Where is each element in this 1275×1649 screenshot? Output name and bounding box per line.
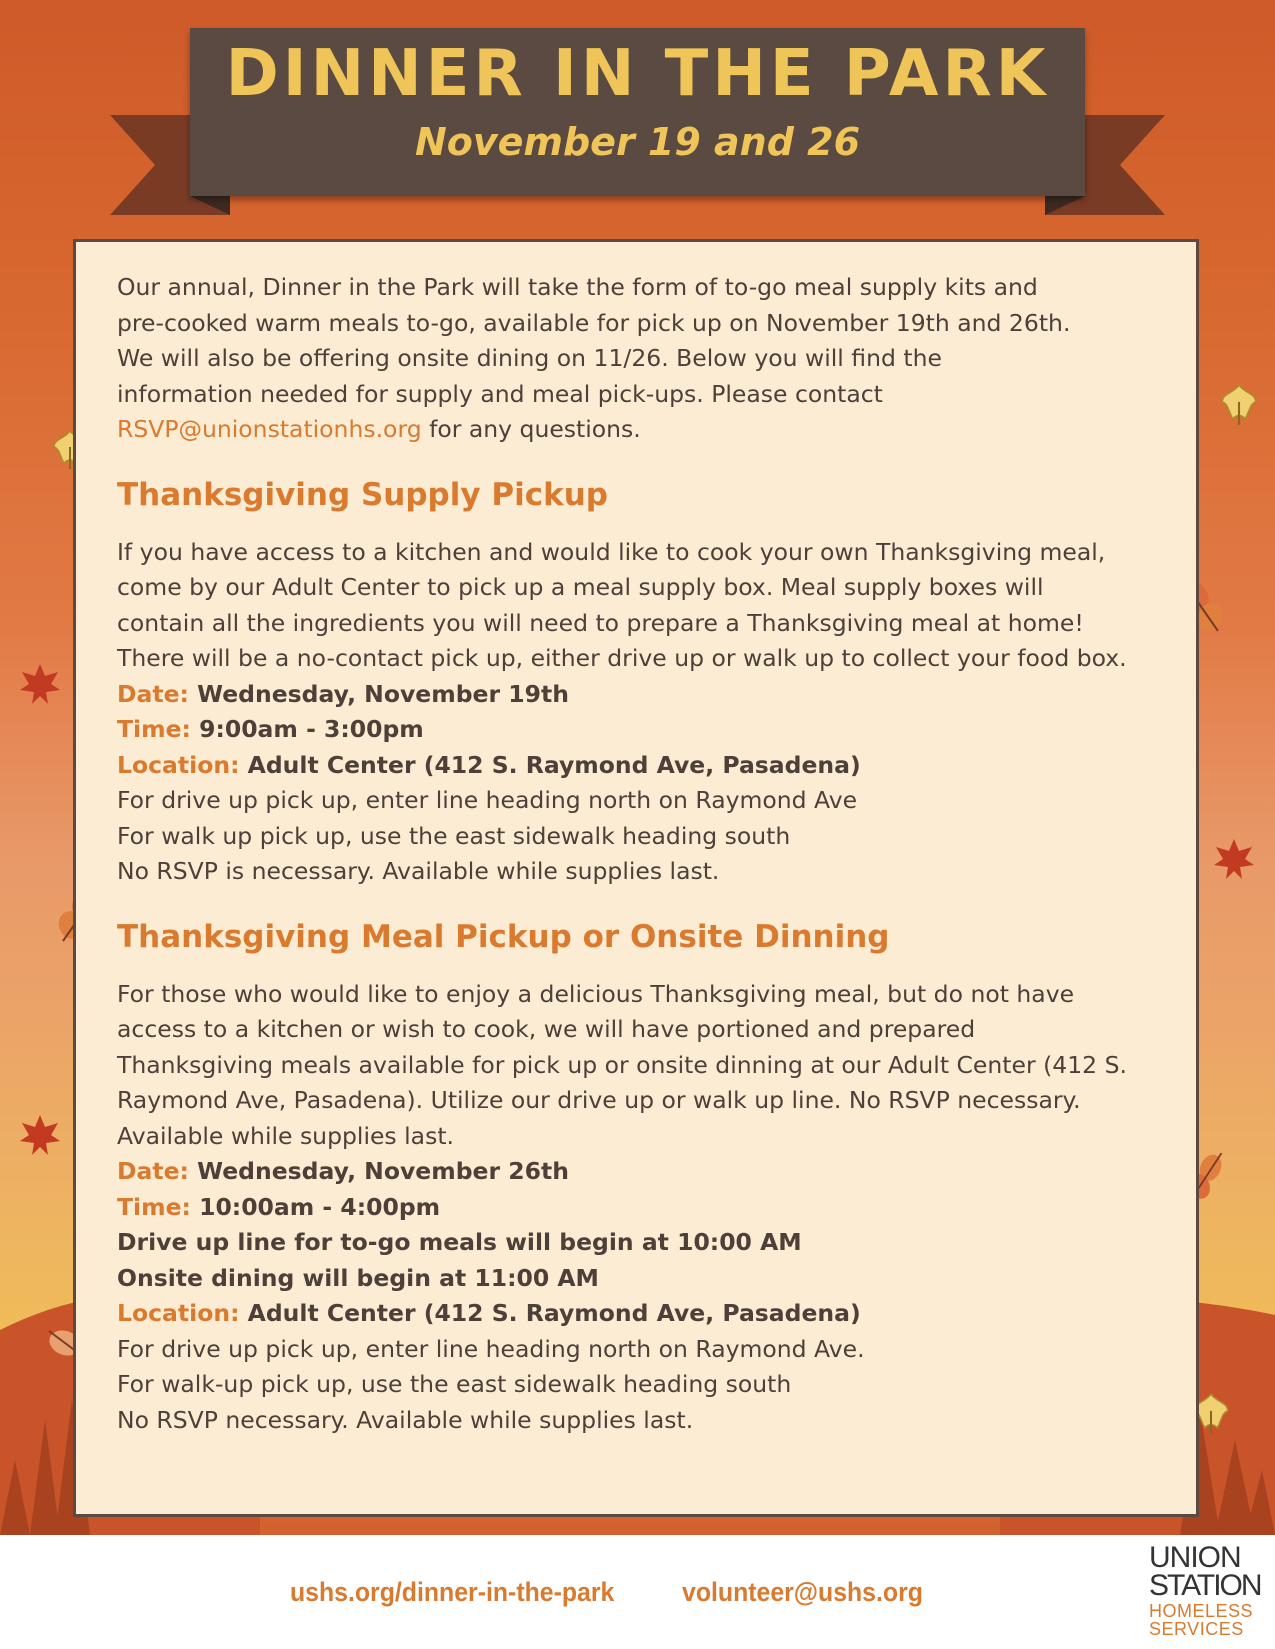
logo-line: SERVICES [1149,1619,1244,1639]
intro-line: Our annual, Dinner in the Park will take the form of to-go meal supply kits and [117,273,1038,301]
supply-heading: Thanksgiving Supply Pickup [117,476,608,513]
supply-time [117,712,1167,748]
onsite-line: Onsite dining will begin at 11:00 AM [117,1263,599,1292]
page-title: DINNER IN THE PARK [225,37,1050,111]
supply-note: For walk up pick up, use the east sidewalk heading south [117,821,791,850]
meal-line: Thanksgiving meals available for pick up or onsite dinning at our Adult Center (412 S. [117,1050,1127,1079]
time-value: 10:00am - 4:00pm [190,1192,441,1221]
supply-line: If you have access to a kitchen and would like to cook your own Thanksgiving meal, [117,537,1106,566]
title-banner [100,20,1175,235]
date-value: Wednesday, November 26th [188,1157,569,1185]
meal-line: Raymond Ave, Pasadena). Utilize our drive up or walk up line. No RSVP necessary. [117,1086,1081,1114]
supply-location [117,748,1167,784]
footer [0,1535,1275,1649]
location-label: Location: [117,750,240,779]
supply-note: No RSVP is necessary. Available while supplies last. [117,857,720,885]
time-label: Time: [117,715,191,743]
meal-section [117,977,1167,1439]
intro-line: pre-cooked warm meals to-go, available for pick up on November 19th and 26th. [117,308,1071,337]
volunteer-email-link[interactable]: volunteer@ushs.org [682,1577,923,1607]
maple-leaf-icon [18,662,62,706]
maple-leaf-icon [1212,837,1256,881]
meal-line: Available while supplies last. [117,1121,454,1150]
meal-heading: Thanksgiving Meal Pickup or Onsite Dinning [117,918,890,955]
meal-line: For those who would like to enjoy a delicious Thanksgiving meal, but do not have [117,979,1075,1008]
intro-section [117,270,1167,448]
maple-leaf-icon [18,1113,62,1157]
rsvp-email-link[interactable]: RSVP@unionstationhs.org [117,415,422,443]
meal-line: access to a kitchen or wish to cook, we will have portioned and prepared [117,1015,976,1043]
logo-line: STATION [1149,1569,1261,1602]
drive-line: Drive up line for to-go meals will begin at 10:00 AM [117,1228,802,1256]
banner-main [190,28,1085,196]
date-value: Wednesday, November 19th [188,679,569,708]
supply-line: come by our Adult Center to pick up a meal supply box. Meal supply boxes will [117,573,1044,601]
meal-note: No RSVP necessary. Available while supplies last. [117,1405,694,1434]
supply-line: There will be a no-contact pick up, either drive up or walk up to collect your food box. [117,644,1127,672]
supply-line: contain all the ingredients you will need to prepare a Thanksgiving meal at home! [117,608,1084,637]
gold-leaf-icon [1218,381,1260,427]
logo-line: HOMELESS [1149,1601,1254,1621]
page-subtitle: November 19 and 26 [414,120,861,164]
meal-location [117,1296,1167,1332]
meal-date [117,1154,1167,1190]
meal-note: For walk-up pick up, use the east sidewalk heading south [117,1370,792,1398]
supply-date [117,677,1167,713]
location-label: Location: [117,1299,240,1327]
date-label: Date: [117,679,189,708]
logo-line: UNION [1149,1541,1241,1574]
supply-section [117,535,1167,890]
website-link[interactable]: ushs.org/dinner-in-the-park [290,1577,615,1607]
date-label: Date: [117,1157,189,1185]
meal-note: For drive up pick up, enter line heading north on Raymond Ave. [117,1334,865,1363]
time-label: Time: [117,1192,191,1221]
intro-suffix: for any questions. [421,415,641,443]
location-value: Adult Center (412 S. Raymond Ave, Pasadena) [239,1299,861,1327]
intro-line: information needed for supply and meal pick-ups. Please contact [117,379,883,408]
meal-time [117,1190,1167,1226]
content-body [117,270,1167,1438]
time-value: 9:00am - 3:00pm [190,715,424,743]
supply-note: For drive up pick up, enter line heading north on Raymond Ave [117,786,858,814]
union-station-logo [1149,1543,1259,1638]
location-value: Adult Center (412 S. Raymond Ave, Pasadena) [239,750,861,779]
intro-line: We will also be offering onsite dining on 11/26. Below you will find the [117,344,942,372]
intro-line [117,412,1167,448]
